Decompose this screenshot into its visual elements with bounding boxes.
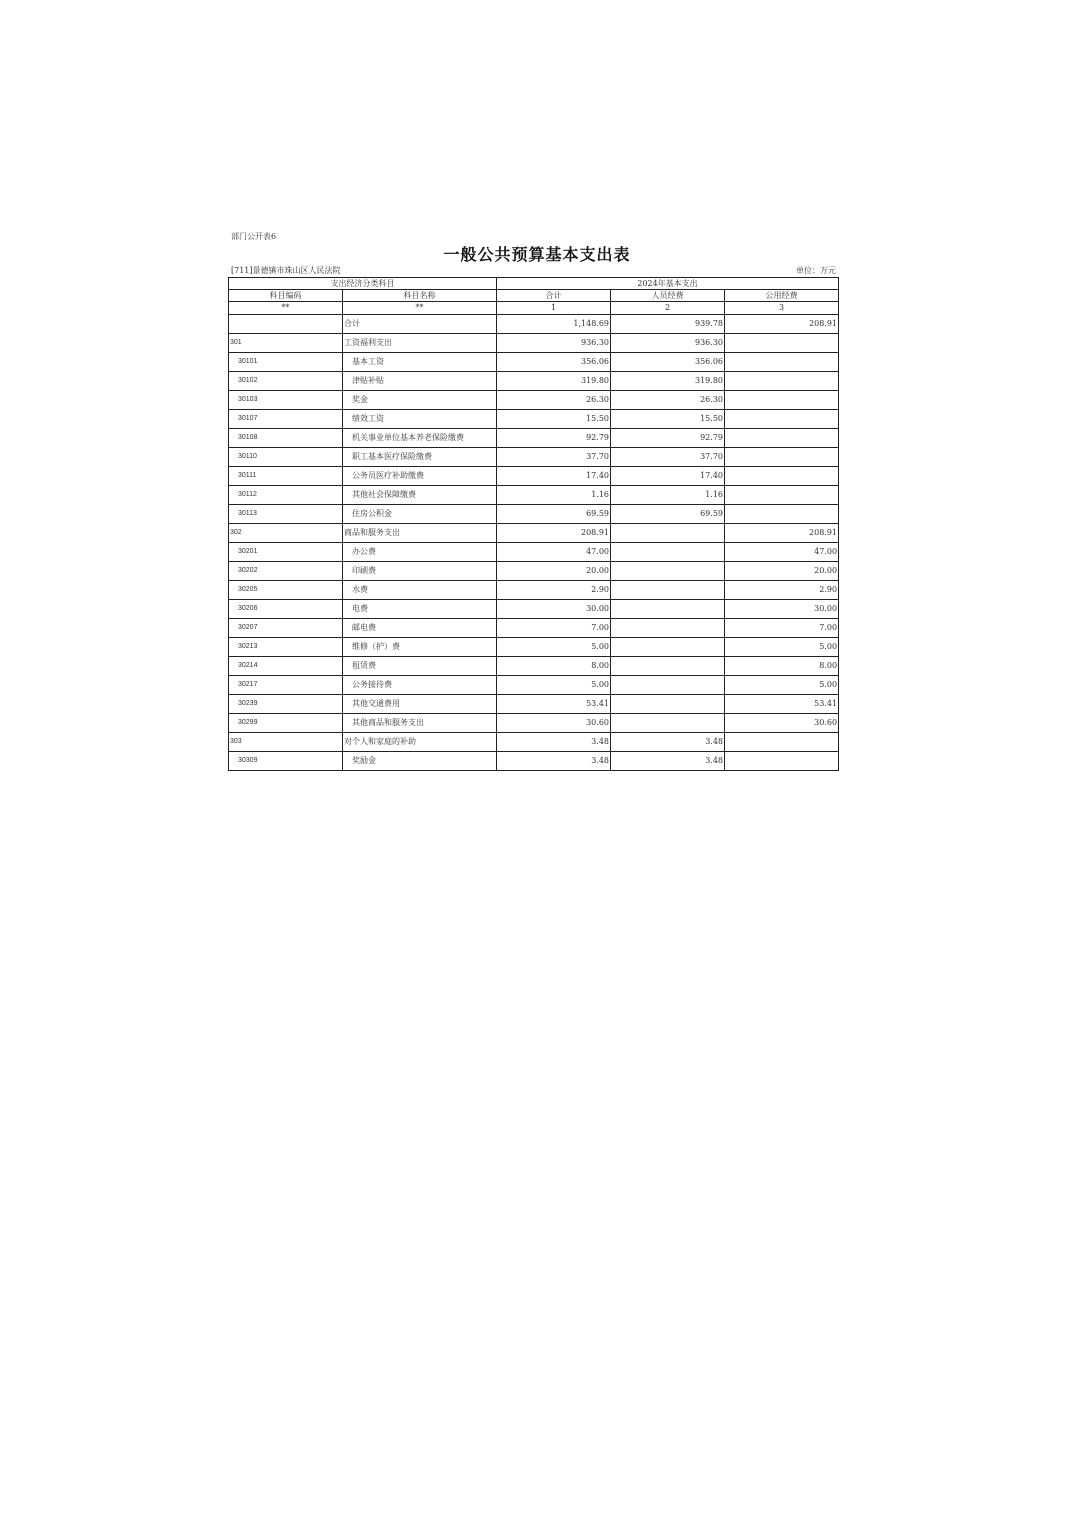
cell-total: 3.48 [497, 752, 611, 771]
cell-name: 津贴补贴 [343, 372, 497, 391]
cell-total: 30.60 [497, 714, 611, 733]
cell-name: 办公费 [343, 543, 497, 562]
table-row [229, 391, 839, 410]
index-personnel: 2 [611, 302, 725, 315]
cell-total: 356.06 [497, 353, 611, 372]
table-row [229, 581, 839, 600]
cell-personnel [611, 657, 725, 676]
table-row [229, 657, 839, 676]
column-header-code: 科目编码 [229, 290, 343, 302]
table-row [229, 505, 839, 524]
table-row [229, 486, 839, 505]
cell-public [725, 353, 839, 372]
cell-name: 商品和服务支出 [343, 524, 497, 543]
cell-code: 30206 [229, 600, 343, 619]
cell-name: 公务接待费 [343, 676, 497, 695]
cell-total: 5.00 [497, 676, 611, 695]
cell-code: 30214 [229, 657, 343, 676]
cell-personnel [611, 695, 725, 714]
table-row [229, 733, 839, 752]
unit-label: 单位：万元 [796, 266, 836, 275]
cell-code: 30101 [229, 353, 343, 372]
table-row [229, 448, 839, 467]
index-total: 1 [497, 302, 611, 315]
table-row [229, 524, 839, 543]
cell-total: 1.16 [497, 486, 611, 505]
table-row [229, 638, 839, 657]
table-row [229, 467, 839, 486]
cell-name: 水费 [343, 581, 497, 600]
cell-public [725, 733, 839, 752]
cell-code: 30201 [229, 543, 343, 562]
cell-total: 5.00 [497, 638, 611, 657]
table-row [229, 714, 839, 733]
group-header-basic-expenditure: 2024年基本支出 [497, 278, 839, 290]
cell-personnel: 3.48 [611, 733, 725, 752]
cell-personnel [611, 619, 725, 638]
cell-public [725, 752, 839, 771]
table-row [229, 334, 839, 353]
cell-public: 208.91 [725, 315, 839, 334]
cell-public [725, 448, 839, 467]
cell-name: 印刷费 [343, 562, 497, 581]
cell-code: 301 [229, 334, 343, 353]
cell-name: 其他社会保障缴费 [343, 486, 497, 505]
cell-code: 30107 [229, 410, 343, 429]
cell-total: 17.40 [497, 467, 611, 486]
cell-code: 30113 [229, 505, 343, 524]
cell-code: 30239 [229, 695, 343, 714]
column-header-total: 合计 [497, 290, 611, 302]
cell-public: 5.00 [725, 676, 839, 695]
cell-code: 30103 [229, 391, 343, 410]
cell-name: 住房公积金 [343, 505, 497, 524]
cell-total: 30.00 [497, 600, 611, 619]
column-header-public: 公用经费 [725, 290, 839, 302]
table-row [229, 353, 839, 372]
cell-public [725, 467, 839, 486]
column-header-personnel: 人员经费 [611, 290, 725, 302]
table-row [229, 315, 839, 334]
cell-code: 30108 [229, 429, 343, 448]
cell-total: 8.00 [497, 657, 611, 676]
table-row [229, 410, 839, 429]
cell-name: 租赁费 [343, 657, 497, 676]
cell-public [725, 505, 839, 524]
cell-total: 319.80 [497, 372, 611, 391]
document-title: 一般公共预算基本支出表 [443, 245, 631, 264]
cell-name: 邮电费 [343, 619, 497, 638]
cell-name: 合计 [343, 315, 497, 334]
cell-personnel [611, 600, 725, 619]
table-row [229, 543, 839, 562]
cell-personnel: 1.16 [611, 486, 725, 505]
table-row [229, 429, 839, 448]
cell-public: 2.90 [725, 581, 839, 600]
cell-code: 30205 [229, 581, 343, 600]
cell-personnel [611, 524, 725, 543]
cell-personnel: 319.80 [611, 372, 725, 391]
cell-personnel [611, 638, 725, 657]
cell-code: 30213 [229, 638, 343, 657]
cell-personnel: 69.59 [611, 505, 725, 524]
cell-total: 208.91 [497, 524, 611, 543]
cell-name: 奖金 [343, 391, 497, 410]
cell-public [725, 391, 839, 410]
table-row [229, 372, 839, 391]
cell-name: 公务员医疗补助缴费 [343, 467, 497, 486]
table-row [229, 752, 839, 771]
cell-public [725, 486, 839, 505]
cell-personnel: 936.30 [611, 334, 725, 353]
cell-code: 30112 [229, 486, 343, 505]
table-row [229, 695, 839, 714]
table-row [229, 600, 839, 619]
cell-total: 53.41 [497, 695, 611, 714]
cell-personnel [611, 581, 725, 600]
cell-personnel: 356.06 [611, 353, 725, 372]
table-row [229, 676, 839, 695]
cell-code: 30202 [229, 562, 343, 581]
cell-total: 2.90 [497, 581, 611, 600]
cell-personnel: 17.40 [611, 467, 725, 486]
cell-public: 20.00 [725, 562, 839, 581]
cell-public: 53.41 [725, 695, 839, 714]
group-header-economic-class: 支出经济分类科目 [229, 278, 497, 290]
cell-name: 基本工资 [343, 353, 497, 372]
cell-code: 30111 [229, 467, 343, 486]
table-row [229, 619, 839, 638]
cell-public [725, 410, 839, 429]
cell-personnel [611, 543, 725, 562]
cell-personnel: 939.78 [611, 315, 725, 334]
cell-public [725, 334, 839, 353]
cell-code: 30309 [229, 752, 343, 771]
cell-personnel: 92.79 [611, 429, 725, 448]
cell-code: 303 [229, 733, 343, 752]
cell-total: 47.00 [497, 543, 611, 562]
cell-code: 30110 [229, 448, 343, 467]
cell-code: 302 [229, 524, 343, 543]
cell-total: 37.70 [497, 448, 611, 467]
cell-total: 20.00 [497, 562, 611, 581]
cell-total: 15.50 [497, 410, 611, 429]
header-group-row [229, 278, 839, 290]
cell-public: 47.00 [725, 543, 839, 562]
cell-name: 其他交通费用 [343, 695, 497, 714]
cell-name: 工资福利支出 [343, 334, 497, 353]
cell-personnel: 26.30 [611, 391, 725, 410]
cell-public: 7.00 [725, 619, 839, 638]
document-label: 部门公开表6 [231, 232, 277, 241]
cell-name: 其他商品和服务支出 [343, 714, 497, 733]
cell-public: 208.91 [725, 524, 839, 543]
cell-public [725, 429, 839, 448]
index-public: 3 [725, 302, 839, 315]
cell-name: 维修（护）费 [343, 638, 497, 657]
cell-public: 8.00 [725, 657, 839, 676]
index-code: ** [229, 302, 343, 315]
cell-total: 1,148.69 [497, 315, 611, 334]
cell-personnel: 3.48 [611, 752, 725, 771]
cell-total: 92.79 [497, 429, 611, 448]
cell-code [229, 315, 343, 334]
table-row [229, 562, 839, 581]
cell-personnel: 37.70 [611, 448, 725, 467]
cell-name: 奖励金 [343, 752, 497, 771]
index-name: ** [343, 302, 497, 315]
cell-public [725, 372, 839, 391]
cell-personnel [611, 562, 725, 581]
organization-name: [711]景德镇市珠山区人民法院 [231, 266, 341, 275]
cell-personnel [611, 714, 725, 733]
cell-name: 机关事业单位基本养老保险缴费 [343, 429, 497, 448]
cell-code: 30207 [229, 619, 343, 638]
cell-name: 对个人和家庭的补助 [343, 733, 497, 752]
cell-code: 30217 [229, 676, 343, 695]
budget-table [228, 277, 839, 771]
cell-public: 30.60 [725, 714, 839, 733]
column-header-name: 科目名称 [343, 290, 497, 302]
cell-name: 电费 [343, 600, 497, 619]
cell-total: 69.59 [497, 505, 611, 524]
cell-total: 936.30 [497, 334, 611, 353]
cell-code: 30102 [229, 372, 343, 391]
cell-personnel: 15.50 [611, 410, 725, 429]
cell-public: 5.00 [725, 638, 839, 657]
cell-total: 7.00 [497, 619, 611, 638]
cell-total: 26.30 [497, 391, 611, 410]
cell-name: 职工基本医疗保险缴费 [343, 448, 497, 467]
cell-total: 3.48 [497, 733, 611, 752]
cell-code: 30299 [229, 714, 343, 733]
cell-public: 30.00 [725, 600, 839, 619]
cell-personnel [611, 676, 725, 695]
cell-name: 绩效工资 [343, 410, 497, 429]
header-column-row [229, 290, 839, 302]
column-index-row [229, 302, 839, 315]
